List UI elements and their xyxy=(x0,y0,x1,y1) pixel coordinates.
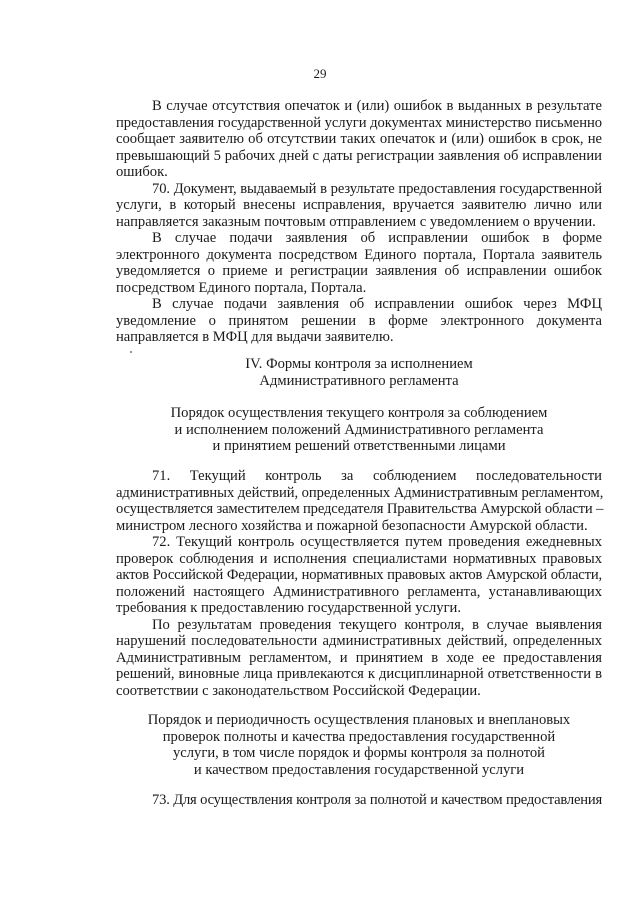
text-line: административных действий, определенных Административным регламентом, xyxy=(116,484,604,501)
heading-line: Порядок и периодичность осуществления плановых и внеплановых xyxy=(147,712,571,728)
text-line: сообщает заявителю об отсутствии таких опечаток и (или) ошибок в срок, не xyxy=(116,131,602,147)
text-line: решений, виновные лица привлекаются к дисциплинарной ответственности в xyxy=(116,666,602,682)
text-line: услуги, в который внесены исправления, вручается заявителю лично или xyxy=(116,197,602,213)
text-line: нарушений последовательности административных действий, определенных xyxy=(116,633,602,649)
scan-speck xyxy=(130,351,132,353)
text-line: осуществляется заместителем председателя Правительства Амурской области – xyxy=(116,501,604,517)
heading-line: и принятием решений ответственными лицами xyxy=(212,438,506,454)
text-line: проверок соблюдения и исполнения специалистами нормативных правовых xyxy=(116,550,602,567)
text-line: посредством Единого портала, Портала. xyxy=(116,279,367,296)
text-line: направляется в МФЦ для выдачи заявителю. xyxy=(116,329,394,345)
text-line: В случае отсутствия опечаток и (или) ошибок в выданных в результате xyxy=(152,98,602,114)
text-line: электронного документа посредством Единого портала, Портала заявитель xyxy=(116,246,602,263)
heading-line: и исполнением положений Административного регламента xyxy=(174,421,544,438)
text-line: В случае подачи заявления об исправлении ошибок через МФЦ xyxy=(152,296,602,312)
text-line: ошибок. xyxy=(116,164,168,180)
page-number: 29 xyxy=(313,66,327,81)
text-line: уведомляется о приеме и регистрации заявления об исправлении ошибок xyxy=(116,263,602,279)
text-line: министром лесного хозяйства и пожарной безопасности Амурской области. xyxy=(116,517,588,534)
text-line: 70. Документ, выдаваемый в результате предоставления государственной xyxy=(152,180,602,197)
heading-line: проверок полноты и качества предоставления государственной xyxy=(162,728,556,745)
text-line: требования к предоставлению государственной услуги. xyxy=(116,600,462,616)
text-line: соответствии с законодательством Российской Федерации. xyxy=(116,682,481,699)
text-line: По результатам проведения текущего контроля, в случае выявления xyxy=(152,616,602,633)
heading-line: и качеством предоставления государственной услуги xyxy=(193,761,525,778)
text-line: актов Российской Федерации, нормативных правовых актов Амурской области, xyxy=(116,567,602,583)
text-line: 72. Текущий контроль осуществляется путем проведения ежедневных xyxy=(152,534,602,550)
heading-line: услуги, в том числе порядок и формы контроля за полнотой xyxy=(172,745,545,761)
text-line: Административным регламентом, и принятием в ходе ее предоставления xyxy=(116,649,602,666)
text-line: уведомление о принятом решении в форме электронного документа xyxy=(116,312,602,329)
text-line: 73. Для осуществления контроля за полнотой и качеством предоставления xyxy=(152,792,602,808)
heading-line: IV. Формы контроля за исполнением xyxy=(245,356,473,372)
heading-line: Административного регламента xyxy=(259,372,459,389)
text-line: направляется заказным почтовым отправлением с уведомлением о вручении. xyxy=(116,213,596,230)
heading-line: Порядок осуществления текущего контроля за соблюдением xyxy=(170,405,548,421)
text-line: 71. Текущий контроль за соблюдением последовательности xyxy=(152,468,602,484)
text-line: превышающий 5 рабочих дней с даты регистрации заявления об исправлении xyxy=(116,147,602,164)
text-line: положений настоящего Административного регламента, устанавливающих xyxy=(116,583,602,600)
text-line: В случае подачи заявления об исправлении ошибок в форме xyxy=(152,230,602,246)
text-line: предоставления государственной услуги документах министерство письменно xyxy=(116,114,602,131)
